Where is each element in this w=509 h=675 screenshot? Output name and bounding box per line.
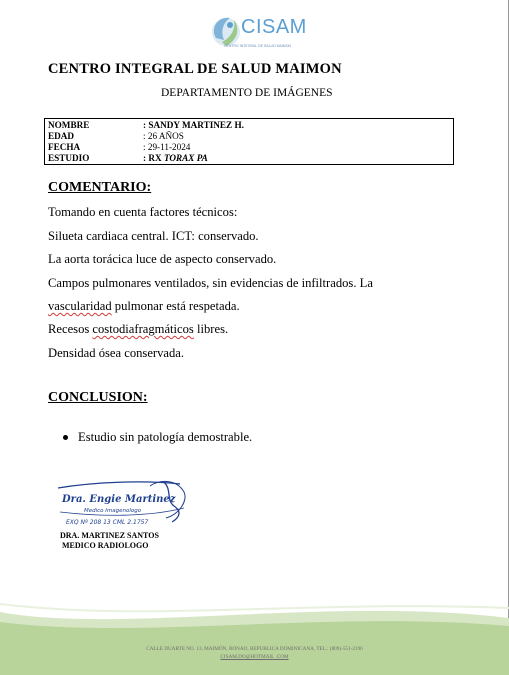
logo-wordmark: CISAM	[241, 16, 307, 38]
info-value: : SANDY MARTINEZ H.	[143, 120, 244, 130]
signatory-name: DRA. MARTINEZ SANTOS	[60, 531, 159, 540]
comentario-line: Campos pulmonares ventilados, sin evidencias de infiltrados. La	[48, 276, 373, 290]
comentario-line	[48, 322, 228, 337]
info-value	[143, 153, 208, 164]
comentario-heading: COMENTARIO:	[48, 180, 152, 195]
conclusion-item: Estudio sin patología demostrable.	[78, 430, 253, 444]
info-label: ESTUDIO	[48, 153, 90, 163]
line-rest: pulmonar está respetada.	[111, 299, 240, 313]
comentario-line	[48, 299, 240, 314]
stamp-name-text: Dra. Engie Martinez	[62, 494, 176, 505]
info-label: EDAD	[48, 131, 75, 141]
spellcheck-word: costodiafragmáticos	[92, 322, 194, 336]
info-label: NOMBRE	[48, 120, 90, 130]
center-title: CENTRO INTEGRAL DE SALUD MAIMON	[48, 61, 342, 77]
department-title: DEPARTAMENTO DE IMÁGENES	[161, 87, 333, 99]
study-prefix: : RX	[143, 153, 164, 163]
patient-info-box	[44, 118, 454, 165]
footer-wave-decoration	[0, 600, 509, 675]
comentario-line: Tomando en cuenta factores técnicos:	[48, 205, 238, 219]
signature-stamp	[54, 478, 190, 530]
study-name: TORAX PA	[163, 153, 208, 163]
stamp-title-text: Medico Imagenologo	[84, 508, 142, 514]
bullet-icon	[63, 435, 68, 440]
info-value: : 26 AÑOS	[143, 131, 184, 141]
comentario-line: Densidad ósea conservada.	[48, 346, 185, 360]
info-value: : 29-11-2024	[143, 142, 191, 152]
line-rest: libres.	[193, 322, 229, 336]
comentario-line: Silueta cardiaca central. ICT: conservado.	[48, 229, 259, 243]
stamp-exq-text: EXQ Nº 208 13 CML 2.1757	[66, 519, 149, 526]
signatory-title: MEDICO RADIOLOGO	[62, 541, 149, 550]
spellcheck-word: vascularidad	[48, 299, 112, 313]
footer-email-link[interactable]: CISAM.DO@HOTMAIL .COM	[220, 654, 289, 660]
comentario-line: La aorta torácica luce de aspecto conservado.	[48, 252, 277, 266]
line-start: Recesos	[48, 322, 93, 336]
footer-address: CALLE DUARTE NO. 13, MAIMÓN, BONAO, REPUBLICA DOMINICANA, TEL.: (809)-551-2196	[146, 646, 363, 652]
conclusion-heading: CONCLUSION:	[48, 390, 148, 405]
info-label: FECHA	[48, 142, 81, 152]
logo-subtext: CENTRO INTEGRAL DE SALUD MAIMON	[224, 44, 291, 48]
